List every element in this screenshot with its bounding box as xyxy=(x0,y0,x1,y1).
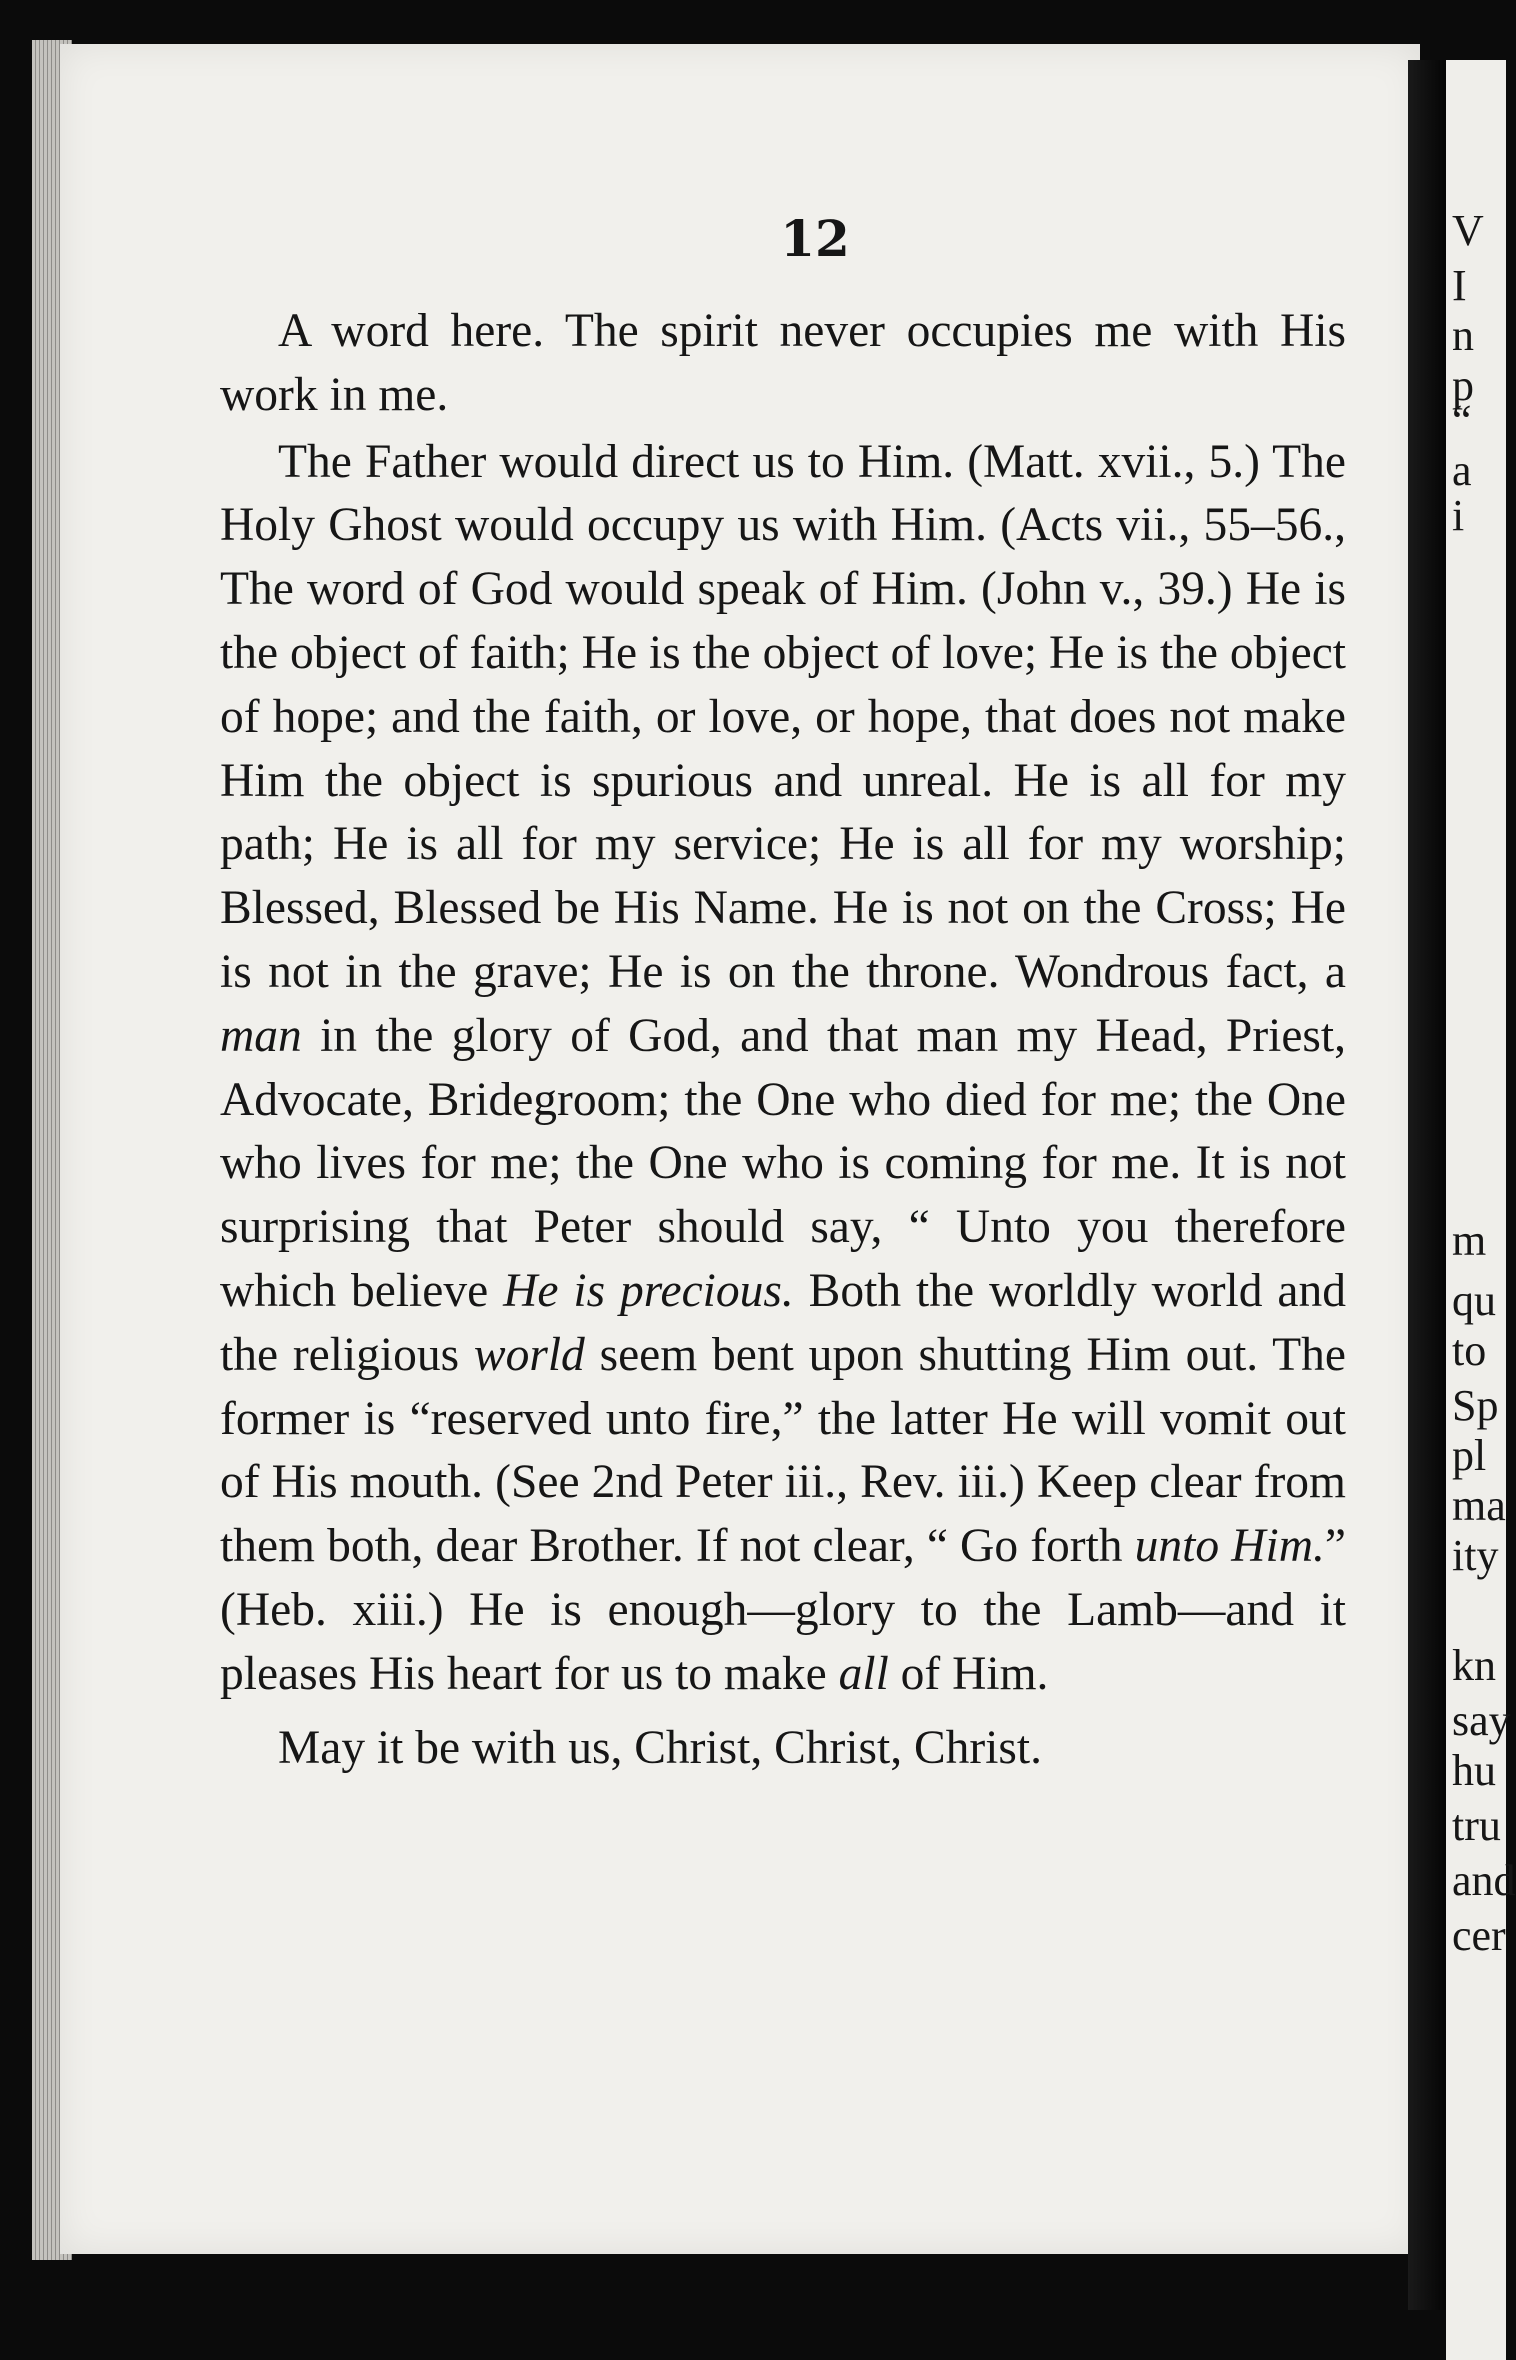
text-run: May it be with us, Christ, Christ, Christ. xyxy=(278,1721,1042,1774)
italic-text: world xyxy=(473,1328,585,1381)
text-run: of Him. xyxy=(888,1647,1049,1700)
adjacent-page-fragment: a xyxy=(1452,446,1472,495)
text-run: A word here. The spirit never occupies me with His work in me. xyxy=(220,305,1346,421)
italic-text: He is precious. xyxy=(503,1264,794,1317)
adjacent-page-fragment: ma xyxy=(1452,1481,1506,1530)
adjacent-page-fragment: qu xyxy=(1452,1276,1496,1325)
italic-text: all xyxy=(838,1647,889,1700)
adjacent-page-fragment: and xyxy=(1452,1856,1516,1905)
adjacent-page-fragment: p xyxy=(1452,361,1474,410)
adjacent-page-fragment: n xyxy=(1452,311,1474,360)
adjacent-page-fragment: ity xyxy=(1452,1531,1499,1580)
adjacent-page-fragment: i xyxy=(1452,491,1465,540)
adjacent-page-fragment: V xyxy=(1452,206,1484,255)
gutter-shadow xyxy=(1408,60,1446,2310)
italic-text: man xyxy=(220,1009,302,1062)
adjacent-page-fragment: cer xyxy=(1452,1911,1506,1960)
paragraph xyxy=(220,431,1346,1707)
paragraph xyxy=(220,1717,1346,1781)
adjacent-page-fragment: kn xyxy=(1452,1641,1496,1690)
adjacent-page-fragment: to xyxy=(1452,1326,1487,1375)
adjacent-page-fragment: pl xyxy=(1452,1431,1487,1480)
text-run: in the glory of God, and that man my Head, Priest, Advocate, Bridegroom; the One who died for me; the One who lives for me; the One who is coming for me. It is not surprising that Peter should say, “ Unto you therefore which believe xyxy=(220,1009,1346,1317)
page-number: 12 xyxy=(780,209,850,268)
adjacent-page-fragment: say xyxy=(1452,1696,1511,1745)
text-run: The Father would direct us to Him. (Matt. xvii., 5.) The Holy Ghost would occupy us with Him. (Acts vii., 55–56., The word of God would speak of Him. (John v., 39.) He is the object of faith; He is the object of love; He is the object of hope; and the faith, or love, or hope, that does not make Him the object is spurious and unreal. He is all for my path; He is all for my service; He is all for my worship; Blessed, Blessed be His Name. He is not on the Cross; He is not in the grave; He is on the throne. Wondrous fact, a xyxy=(220,435,1346,998)
page-body-text xyxy=(220,300,1346,1780)
adjacent-page-fragment: m xyxy=(1452,1216,1487,1265)
italic-text: unto Him. xyxy=(1134,1520,1325,1573)
adjacent-page-fragment: hu xyxy=(1452,1746,1496,1795)
adjacent-page-fragment: “ xyxy=(1452,396,1472,445)
paragraph xyxy=(220,300,1346,428)
adjacent-page-fragment: tru xyxy=(1452,1801,1501,1850)
text-run: Both the worldly world and the religious xyxy=(220,1264,1347,1381)
text-run: seem bent upon shutting Him out. The former is “reserved unto fire,” the latter He will vomit out of His mouth. (See 2nd Peter iii., Rev. iii.) Keep clear from them both, dear Brother. If not clear, “ Go forth xyxy=(220,1328,1346,1573)
adjacent-page-fragment: I xyxy=(1452,261,1467,310)
text-run: ” (Heb. xiii.) He is enough—glory to the Lamb—and it pleases His heart for us to make xyxy=(220,1520,1347,1700)
adjacent-page-fragment: Sp xyxy=(1452,1381,1499,1430)
